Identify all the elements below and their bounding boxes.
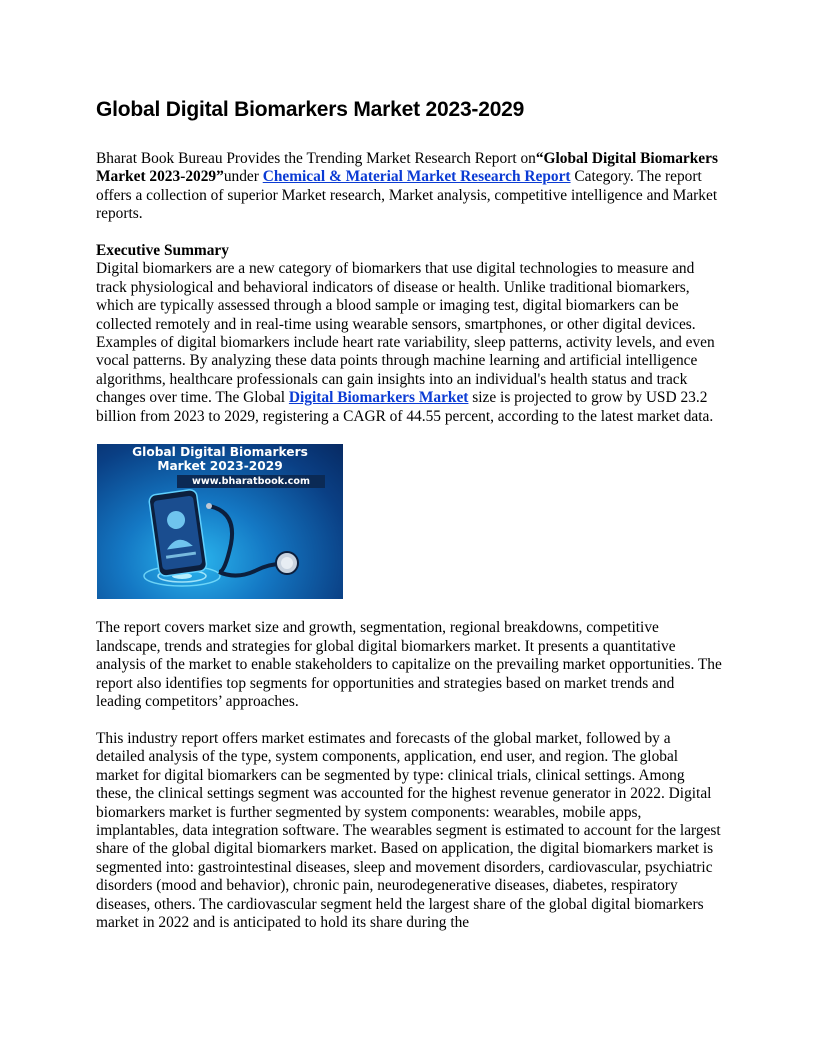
document-body — [96, 150, 722, 951]
executive-summary-section — [96, 242, 722, 426]
intro-paragraph — [96, 150, 722, 224]
banner-title-line2: Market 2023-2029 — [157, 459, 283, 474]
banner-title-line1: Global Digital Biomarkers — [132, 445, 308, 460]
intro-prefix: Bharat Book Bureau Provides the Trending Market Research Report on — [96, 150, 536, 167]
intro-suffix: Category. The report offers a collection of superior Market research, Market analysis, competitive intelligence and Market reports. — [96, 168, 718, 223]
smartphone-stethoscope-icon — [97, 444, 343, 599]
report-name: “Global Digital Biomarkers Market 2023-2029” — [96, 150, 718, 186]
coverage-paragraph: The report covers market size and growth, segmentation, regional breakdowns, competitive landscape, trends and strategies for global digital biomarkers market. It presents a quantitative analysis of the market to enable stakeholders to capitalize on the prevailing market opportunities. The report also identifies top segments for opportunities and strategies based on market trends and leading competitors’ approaches. — [96, 619, 722, 711]
banner-url: www.bharatbook.com — [177, 475, 325, 488]
market-link[interactable]: Digital Biomarkers Market — [288, 389, 469, 407]
intro-under: under — [223, 168, 263, 186]
category-link[interactable]: Chemical & Material Market Research Report — [262, 168, 571, 186]
segments-paragraph: This industry report offers market estimates and forecasts of the global market, followed by a detailed analysis of the type, system components, application, end user, and region. The global market for digital biomarkers can be segmented by type: clinical trials, clinical settings. Among these, the clinical settings segment was accounted for the highest revenue generator in 2022. Digital biomarkers market is further segmented by system components: wearables, mobile apps, implantables, data integration software. The wearables segment is estimated to account for the largest share of the global digital biomarkers market. Based on application, the digital biomarkers market is segmented into: gastrointestinal diseases, sleep and movement disorders, cardiovascular, psychiatric disorders (mood and behavior), chronic pain, neurodegenerative diseases, diabetes, respiratory diseases, others. The cardiovascular segment held the largest share of the global digital biomarkers market in 2022 and is anticipated to hold its share during the — [96, 729, 721, 931]
report-banner-image — [97, 444, 343, 599]
executive-summary-heading: Executive Summary — [96, 242, 229, 260]
executive-summary-text-end: size is projected to grow by USD 23.2 billion from 2023 to 2029, registering a CAGR of 44.55 percent, according to the latest market data. — [96, 389, 714, 425]
page-title: Global Digital Biomarkers Market 2023-2029 — [96, 98, 525, 121]
executive-summary-text: Digital biomarkers are a new category of biomarkers that use digital technologies to measure and track physiological and behavioral indicators of disease or health. Unlike traditional biomarkers, which are typically assessed through a blood sample or imaging test, digital biomarkers can be collected remotely and in real-time using wearable sensors, smartphones, or other digital devices. Examples of digital biomarkers include heart rate variability, sleep patterns, activity levels, and even vocal patterns. By analyzing these data points through machine learning and artificial intelligence algorithms, healthcare professionals can gain insights into an individual's health status and track changes over time. The Global — [96, 260, 715, 407]
